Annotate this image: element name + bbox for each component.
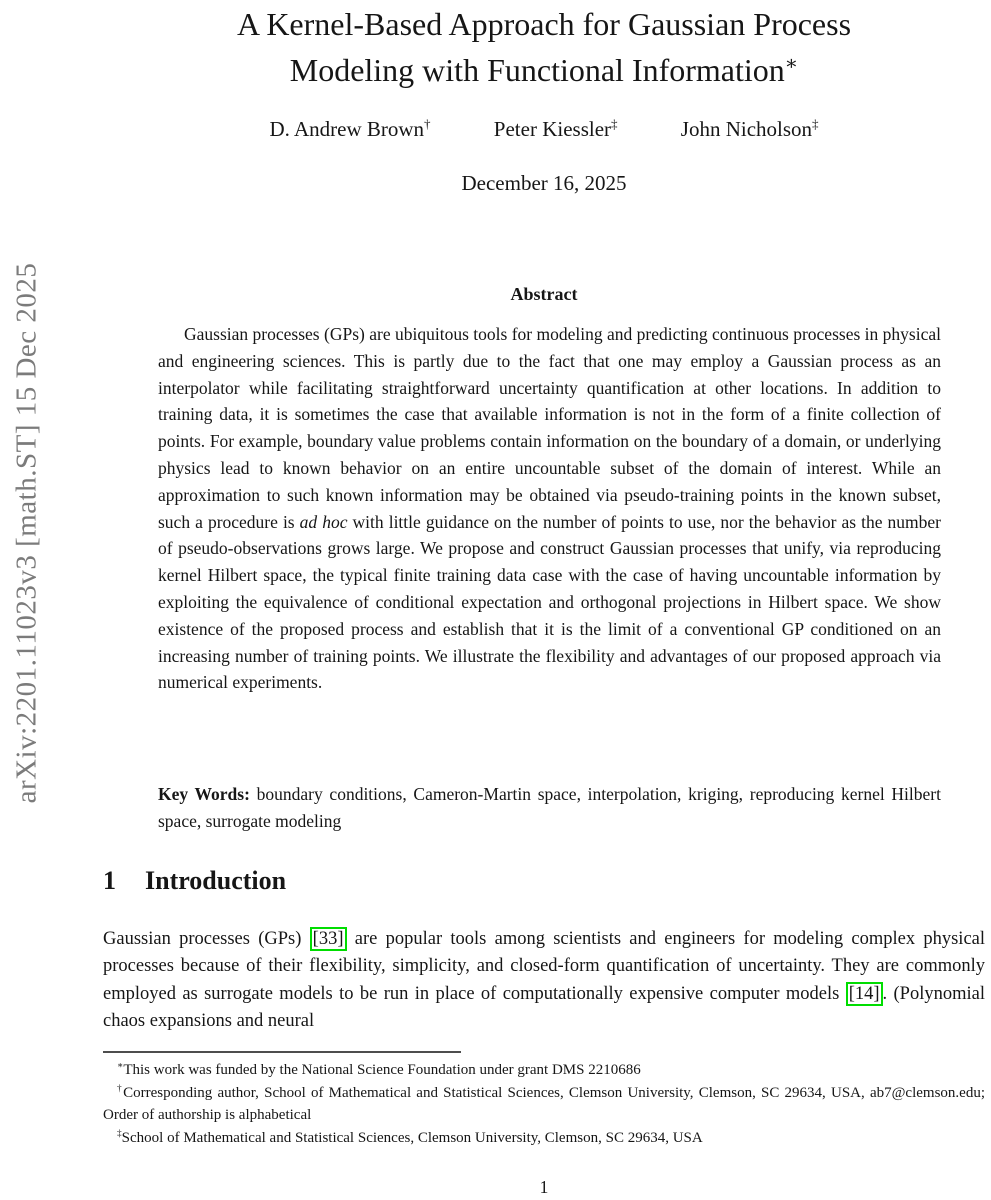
footnote-corresponding-text: Corresponding author, School of Mathematical and Statistical Sciences, Clemson University, Clemson, SC 29634, USA, ab7@clemson.edu; Order of authorship is alphabetical — [103, 1084, 985, 1124]
footnote-funding-text: This work was funded by the National Science Foundation under grant DMS 2210686 — [123, 1062, 641, 1078]
keywords-line — [158, 781, 941, 835]
footnote-funding — [103, 1059, 985, 1082]
footnote-corresponding-author — [103, 1082, 985, 1127]
footnote-affiliation-text: School of Mathematical and Statistical Sciences, Clemson University, Clemson, SC 29634, USA — [121, 1129, 703, 1146]
footnotes-block — [103, 1059, 985, 1149]
section-title: Introduction — [145, 866, 287, 895]
abstract-text — [158, 321, 941, 696]
paper-title — [103, 1, 985, 93]
author-3 — [681, 117, 819, 142]
author-2-affiliation-marker: ‡ — [611, 116, 618, 131]
abstract-part-2: with little guidance on the number of points to use, nor the behavior as the number of pseudo-observations grows large. We propose and construct Gaussian processes that unify, via reproducing kernel Hilbert space, the typical finite training data case with the case of having uncountable information by exploiting the equivalence of conditional expectation and orthogonal projections in Hilbert space. We show existence of the proposed process and establish that it is the limit of a conventional GP conditioned on an increasing number of training points. We illustrate the flexibility and advantages of our proposed approach via numerical experiments. — [158, 511, 941, 693]
author-1 — [269, 117, 430, 142]
title-line-2: Modeling with Functional Information — [289, 52, 785, 88]
page-number: 1 — [539, 1177, 549, 1197]
footnote-funding-marker: ∗ — [117, 1061, 124, 1071]
title-footnote-marker: ∗ — [784, 52, 799, 75]
citation-link-14[interactable]: [14] — [846, 982, 883, 1006]
footnote-divider — [103, 1051, 461, 1053]
intro-part-3: . (Polynomial chaos expansions and neural — [103, 983, 985, 1032]
abstract-part-1: Gaussian processes (GPs) are ubiquitous tools for modeling and predicting continuous processes in physical and engineering sciences. This is partly due to the fact that one may employ a Gaussian process as an interpolator while facilitating straightforward uncertainty quantification at other locations. In addition to training data, it is sometimes the case that available information is not in the form of a finite collection of points. For example, boundary value problems contain information on the boundary of a domain, or underlying physics lead to known behavior on an entire uncountable subset of the domain of interest. While an approximation to such known information may be obtained via pseudo-training points in the known subset, such a procedure is — [158, 324, 941, 532]
keywords-text: boundary conditions, Cameron-Martin space, interpolation, kriging, reproducing kernel Hilbert space, surrogate modeling — [158, 784, 941, 831]
author-1-name: D. Andrew Brown — [269, 117, 425, 141]
footnote-affiliation-marker: ‡ — [117, 1128, 122, 1139]
intro-part-1: Gaussian processes (GPs) — [103, 929, 310, 949]
section-heading-introduction — [103, 866, 985, 896]
author-3-name: John Nicholson — [680, 117, 813, 141]
abstract-italic-phrase: ad hoc — [299, 511, 348, 532]
section-number: 1 — [103, 866, 116, 895]
intro-part-2: are popular tools among scientists and engineers for modeling complex physical processes because of their flexibility, simplicity, and closed-form quantification of uncertainty. They are commonly employed as surrogate models to be run in place of computationally expensive computer models — [103, 929, 986, 1004]
footnote-affiliation — [103, 1127, 985, 1150]
author-2 — [494, 117, 618, 142]
paper-date: December 16, 2025 — [461, 171, 627, 195]
abstract-heading: Abstract — [510, 284, 578, 304]
footnote-corresponding-marker: † — [117, 1083, 124, 1094]
introduction-paragraph — [103, 926, 985, 1036]
author-2-name: Peter Kiessler — [493, 117, 612, 141]
author-list — [103, 117, 985, 142]
keywords-label: Key Words: — [158, 784, 250, 804]
author-3-affiliation-marker: ‡ — [812, 116, 819, 131]
arxiv-stamp: arXiv:2201.11023v3 [math.ST] 15 Dec 2025 — [10, 262, 43, 804]
author-1-affiliation-marker: † — [424, 116, 431, 131]
citation-link-33[interactable]: [33] — [310, 927, 347, 951]
title-line-1: A Kernel-Based Approach for Gaussian Process — [236, 6, 852, 42]
